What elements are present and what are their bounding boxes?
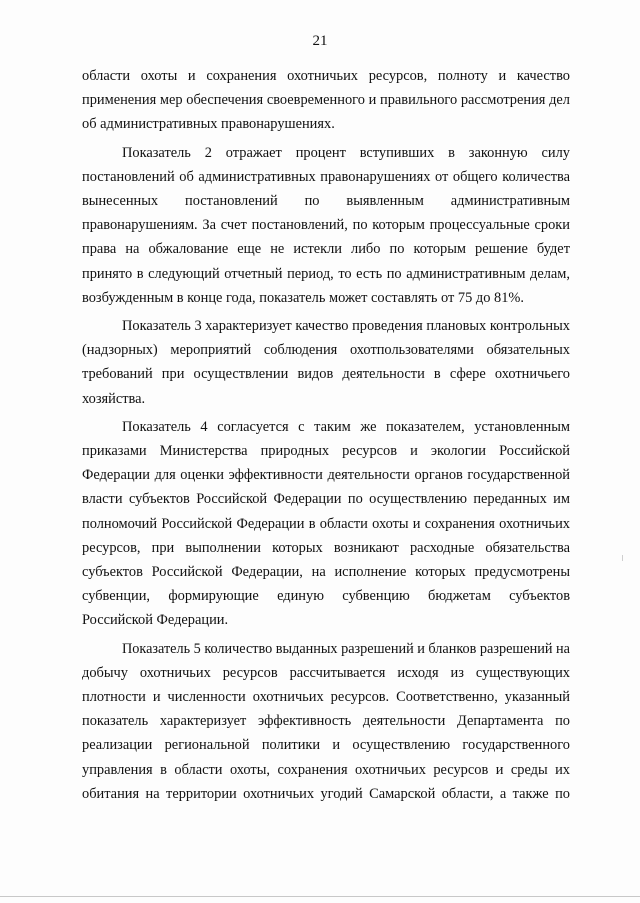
text-line: приказами Министерства природных ресурсов и экологии Российской [82,443,570,460]
text-line: возбужденным в конце года, показатель может составлять от 75 до 81%. [82,289,524,306]
text-line: права на обжалование еще не истекли либо по которым решение будет [82,241,570,258]
text-line: ресурсов, при выполнении которых возникают расходные обязательства [82,539,570,556]
paragraph-1 [82,64,570,137]
text-line: Показатель 5 количество выданных разрешений и бланков разрешений на [122,640,570,657]
document-body [82,64,570,806]
page-bottom-edge [0,896,640,897]
scan-artifact [622,555,623,561]
text-line: власти субъектов Российской Федерации по осуществлению переданных им [82,491,570,508]
text-line: управления в области охоты, сохранения охотничьих ресурсов и среды их [82,761,570,778]
text-line: (надзорных) мероприятий соблюдения охотпользователями обязательных [82,342,570,359]
text-line: хозяйства. [82,390,146,407]
text-line: Показатель 2 отражает процент вступивших в законную силу [122,144,570,161]
text-line: обитания на территории охотничьих угодий Самарской области, а также по [82,785,570,802]
paragraph-2 [82,141,570,310]
text-line: субъектов Российской Федерации, на исполнение которых предусмотрены [82,564,570,581]
text-line: полномочий Российской Федерации в области охоты и сохранения охотничьих [82,515,570,532]
text-line: принято в следующий отчетный период, то есть по административным делам, [82,265,570,282]
text-line: Российской Федерации. [82,612,229,629]
text-line: Федерации для оценки эффективности деятельности органов государственной [82,467,570,484]
text-line: вынесенных постановлений по выявленным административным [82,193,570,210]
text-line: требований при осуществлении видов деятельности в сфере охотничьего [82,366,570,383]
text-line: области охоты и сохранения охотничьих ресурсов, полноту и качество [82,68,570,84]
paragraph-5 [82,637,570,806]
text-line: Показатель 3 характеризует качество проведения плановых контрольных [122,318,570,335]
paragraph-3 [82,314,570,411]
text-line: реализации региональной политики и осуществлению государственного [82,737,570,754]
text-line: Показатель 4 согласуется с таким же показателем, установленным [122,418,570,435]
text-line: правонарушениям. За счет постановлений, по которым процессуальные сроки [82,217,570,234]
text-line: постановлений об административных правонарушениях от общего количества [82,168,570,185]
text-line: показатель характеризует эффективность деятельности Департамента по [82,713,570,730]
paragraph-4 [82,415,570,633]
text-line: применения мер обеспечения своевременного и правильного рассмотрения дел [82,92,570,109]
page-number: 21 [312,33,328,49]
text-line: об административных правонарушениях. [82,116,335,133]
text-line: добычу охотничьих ресурсов рассчитывается исходя из существующих [82,664,570,681]
text-line: субвенции, формирующие единую субвенцию бюджетам субъектов [82,588,570,605]
text-line: плотности и численности охотничьих ресурсов. Соответственно, указанный [82,689,570,706]
